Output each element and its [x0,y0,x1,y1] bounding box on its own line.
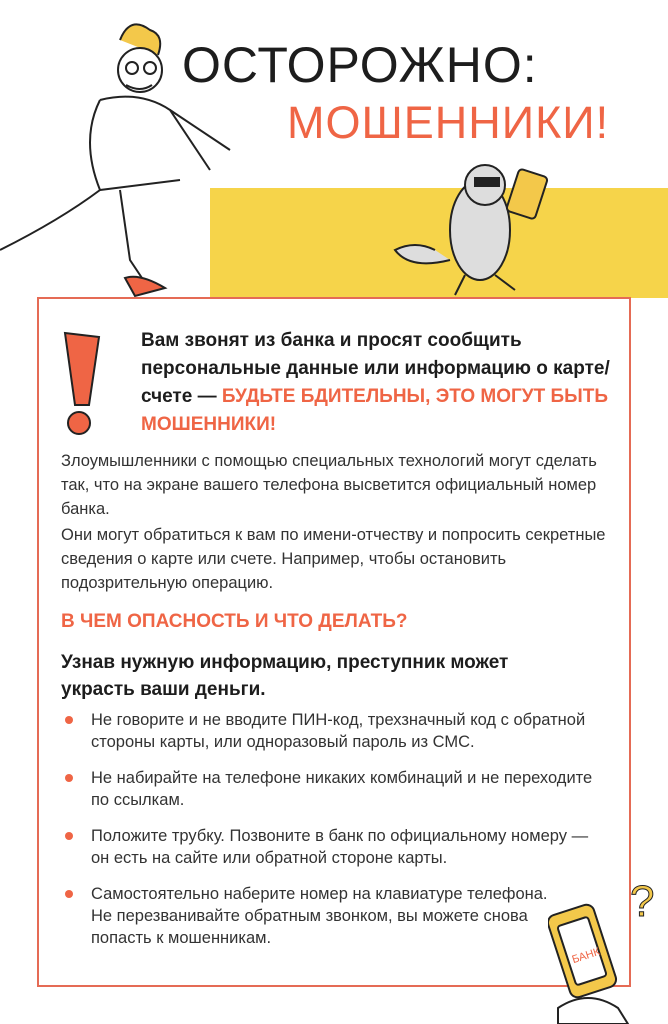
page-title-line1: ОСТОРОЖНО: [182,37,538,93]
bullet-icon [65,832,73,840]
list-item: Не набирайте на телефоне никаких комбинаций и не переходите по ссылкам. [61,767,601,811]
paragraph-1: Злоумышленники с помощью специальных технологий могут сделать так, что на экране вашего телефона высветится официальный номер банка. [61,452,597,518]
phone-label: БАНК [570,945,602,967]
info-card [37,297,631,987]
page-title-line2: МОШЕННИКИ! [287,97,610,148]
tips-list [61,709,601,963]
exclamation-icon [57,329,107,439]
phone-illustration [548,868,668,1024]
list-item: Не говорите и не вводите ПИН-код, трехзначный код с обратной стороны карты, или одноразовый пароль из СМС. [61,709,601,753]
lead-main: Вам звонят из банка и просят сообщить персональные данные или информацию о карте/счете — [141,330,610,407]
raccoon-illustration [380,150,580,300]
section-title: В ЧЕМ ОПАСНОСТЬ И ЧТО ДЕЛАТЬ? [61,611,408,632]
list-item: Самостоятельно наберите номер на клавиатуре телефона. Не перезванивайте обратным звонком, вы можете снова попасть к мошенникам. [61,883,551,949]
lead-text [141,327,621,439]
paragraph-2: Они могут обратиться к вам по имени-отчеству и попросить секретные сведения о карте или счете. Например, чтобы остановить подозрительную операцию. [61,526,606,592]
list-item: Положите трубку. Позвоните в банк по официальному номеру — он есть на сайте или обратной стороне карты. [61,825,601,869]
lead-warning: БУДЬТЕ БДИТЕЛЬНЫ, ЭТО МОГУТ БЫТЬ МОШЕННИКИ! [141,386,609,435]
svg-text:?: ? [630,877,655,926]
bullet-icon [65,774,73,782]
bullet-icon [65,890,73,898]
section-lead: Узнав нужную информацию, преступник может украсть ваши деньги. [61,652,509,700]
bullet-icon [65,716,73,724]
